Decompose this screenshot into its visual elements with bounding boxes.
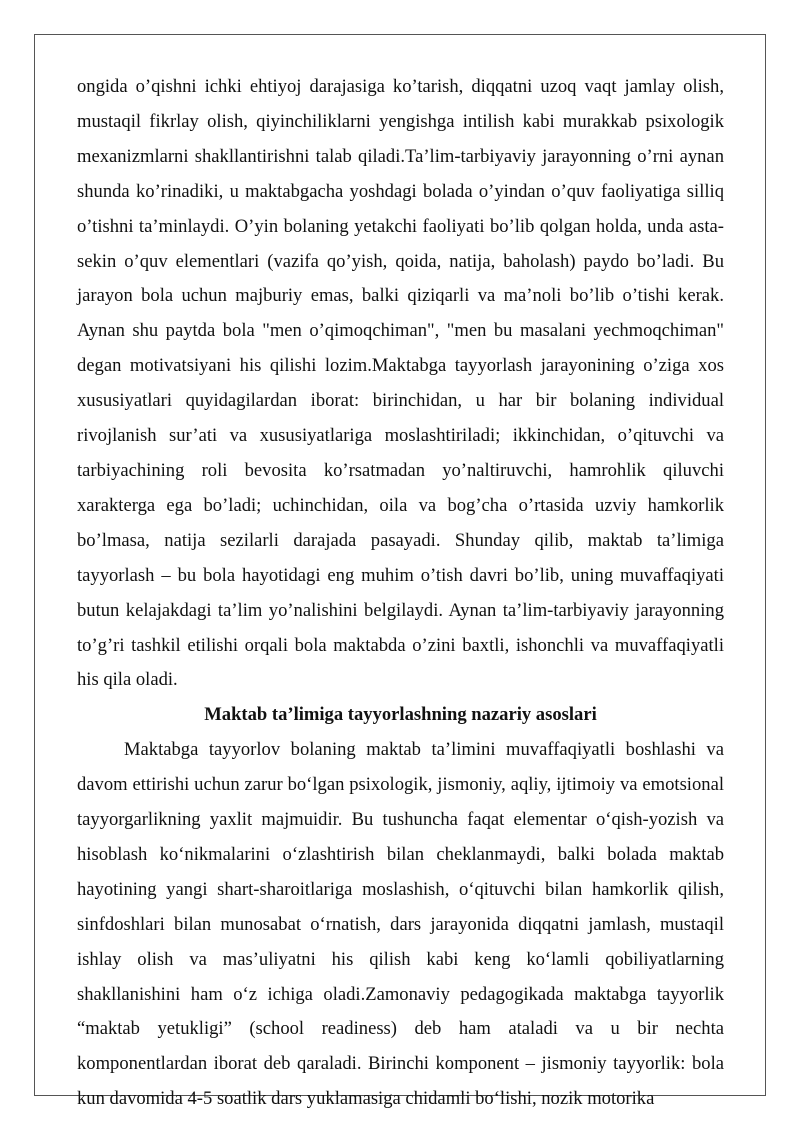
body-paragraph-continuation: ongida o’qishni ichki ehtiyoj darajasiga ko’tarish, diqqatni uzoq vaqt jamlay olish, mustaqil fikrlay olish, qiyinchiliklarni yengishga intilish kabi murakkab psixologik mexanizmlarni shakllantirishni talab qiladi.Ta’lim-tarbiyaviy jarayonning o’rni aynan shunda ko’rinadiki, u maktabgacha yoshdagi bolada o’yindan o’quv faoliyatiga silliq o’tishni ta’minlaydi. O’yin bolaning yetakchi faoliyati bo’lib qolgan holda, unda asta-sekin o’quv elementlari (vazifa qo’yish, qoida, natija, baholash) paydo bo’ladi. Bu jarayon bola uchun majburiy emas, balki qiziqarli va ma’noli bo’lib o’tishi kerak. Aynan shu paytda bola "men o’qimoqchiman", "men bu masalani yechmoqchiman" degan motivatsiyani his qilishi lozim.Maktabga tayyorlash jarayonining o’ziga xos xususiyatlari quyidagilardan iborat: birinchidan, u har bir bolaning individual rivojlanish sur’ati va xususiyatlariga moslashtiriladi; ikkinchidan, o’qituvchi va tarbiyachining roli bevosita ko’rsatmadan yo’naltiruvchi, hamrohlik qiluvchi xarakterga ega bo’ladi; uchinchidan, oila va bog’cha o’rtasida uzviy hamkorlik bo’lmasa, natija sezilarli darajada pasayadi. Shunday qilib, maktab ta’limiga tayyorlash – bu bola hayotidagi eng muhim o’tish davri bo’lib, uning muvaffaqiyati butun kelajakdagi ta’lim yo’nalishini belgilaydi. Aynan ta’lim-tarbiyaviy jarayonning to’g’ri tashkil etilishi orqali bola maktabda o’zini baxtli, ishonchli va muvaffaqiyatli his qila oladi. bbox=[77, 76, 724, 691]
document-body bbox=[77, 70, 724, 1117]
section-heading: Maktab ta’limiga tayyorlashning nazariy asoslari bbox=[204, 704, 597, 726]
body-paragraph-theory: Maktabga tayyorlov bolaning maktab ta’limini muvaffaqiyatli boshlashi va davom ettirishi uchun zarur bo‘lgan psixologik, jismoniy, aqliy, ijtimoiy va emotsional tayyorgarlikning yaxlit majmuidir. Bu tushuncha faqat elementar o‘qish-yozish va hisoblash ko‘nikmalarini o‘zlashtirish bilan cheklanmaydi, balki bolada maktab hayotining yangi shart-sharoitlariga moslashish, o‘qituvchi bilan hamkorlik qilish, sinfdoshlari bilan munosabat o‘rnatish, dars jarayonida diqqatni jamlash, mustaqil ishlay olish va mas’uliyatni his qilish kabi keng ko‘lamli qobiliyatlarning shakllanishini ham o‘z ichiga oladi.Zamonaviy pedagogikada maktabga tayyorlik “maktab yetukligi” (school readiness) deb ham ataladi va u bir nechta komponentlardan iborat deb qaraladi. Birinchi komponent – jismoniy tayyorlik: bola kun davomida 4-5 soatlik dars yuklamasiga chidamli bo‘lishi, nozik motorika bbox=[77, 739, 724, 1110]
